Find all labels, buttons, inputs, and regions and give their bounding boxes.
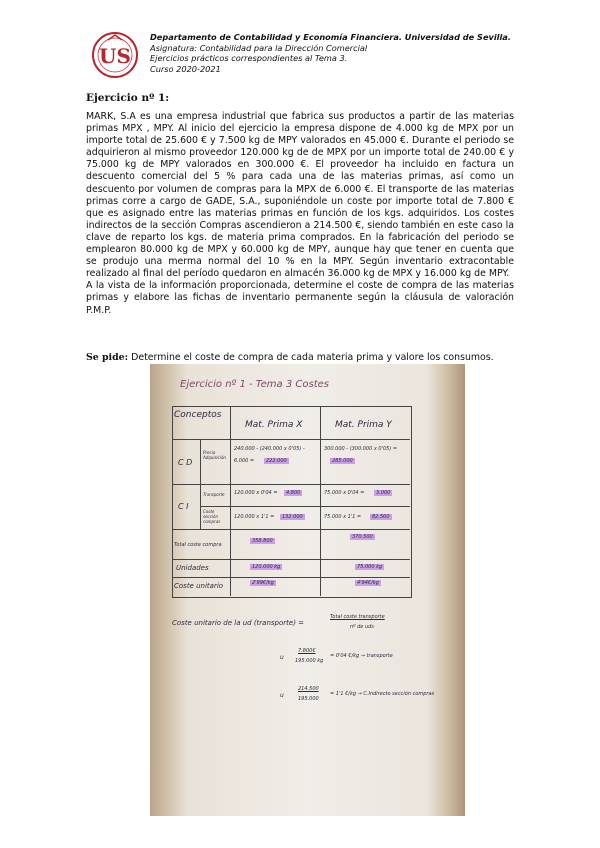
statement-paragraph: MARK, S.A es una empresa industrial que fabrica sus productos a partir de las materias primas MPX , MPY. Al inicio del ejercicio la empresa dispone de 4.000 kg de MPX por un importe total de 25.600 € y 7.500 kg de MPY valorados en 45.000 €. Durante el periodo se adquirieron al mismo proveedor 120.000 kg de de MPX por un importe total de 240.00 € y 75.000 kg de MPY valorados en 300.000 €. El proveedor ha incluido en factura un descuento comercial del 5 % para cada una de las materias primas, así como un descuento por volumen de compras para la MPX de 6.000 €. El transporte de las materias primas corre a cargo de GADE, S.A., suponiéndole un coste por importe total de 7.800 € que es asignado entre las materias primas en función de los kgs. adquiridos. Los costes indirectos de la sección Compras ascendieron a 214.500 €, siendo también en este caso la clave de reparto los kgs. de materia prima comprados. En la fabricación del periodo se emplearon 80.000 kg de MPX y 60.000 kg de MPY, aunque hay que tener en cuenta que se produjo una merma normal del 10 % en la MPY. Según inventario extracontable realizado al final del período quedaron en almacén 36.000 kg de MPX y 16.000 kg de MPY. [86, 111, 514, 280]
hw-row-ci: C I [178, 502, 189, 511]
hw-tr-y-value: 3.000 [376, 490, 391, 496]
divider [172, 577, 410, 578]
hw-col-x: Mat. Prima X [245, 420, 303, 430]
exercises-line: Ejercicios prácticos correspondientes al Tema 3. [150, 53, 348, 63]
hw-total-label: Total coste compra [174, 542, 222, 548]
exercise-statement [86, 111, 514, 317]
hw-cd-y-value: 285.000 [332, 458, 353, 464]
hw-total-y: 370.500 [352, 534, 373, 540]
hw-col-y: Mat. Prima Y [335, 420, 392, 430]
university-seal-logo [86, 30, 144, 82]
hw-col-conceptos: Conceptos [174, 410, 222, 420]
hw-coste-unit-y: 4'94€/kg [357, 580, 379, 586]
hw-coste-seccion-compras: Coste sección compras [203, 509, 221, 524]
se-pide-text: Determine el coste de compra de cada materia prima y valore los consumos. [131, 352, 494, 363]
hw-total-x: 358.800 [252, 538, 273, 544]
divider [200, 506, 410, 507]
hw-formula-lhs: Coste unitario de la ud (transporte) = [172, 619, 305, 627]
hw-f3-result: = 1'1 €/kg → C.Indirecto sección compras [330, 691, 435, 697]
hw-coste-unit-x: 2'99€/kg [252, 580, 274, 586]
statement-paragraph: A la vista de la información proporcionada, determine el coste de compra de las materias primas y elabore las fichas de inventario permanente según la cláusula de valoración P.M.P. [86, 280, 514, 316]
divider [230, 406, 231, 596]
hw-cd-y-calc: 300.000 - (300.000 x 0'05) = [324, 446, 398, 452]
hw-f2-numerator: 7.800€ [298, 648, 316, 654]
hw-tr-y-calc: 75.000 x 0'04 = [324, 490, 365, 496]
hw-cs-x-calc: 120.000 x 1'1 = [234, 514, 275, 520]
course-line: Curso 2020-2021 [150, 63, 221, 74]
hw-unidades-y: 75.000 kg [357, 564, 383, 570]
hw-cd-x-calc2: 6.000 = [234, 458, 255, 464]
hw-coste-unit-label: Coste unitario [174, 582, 224, 590]
exercise-title: Ejercicio nº 1: [86, 92, 170, 104]
svg-text:US: US [99, 44, 131, 68]
hw-unidades-x: 120.000 kg [252, 564, 281, 570]
department-line: Departamento de Contabilidad y Economía Financiera. Universidad de Sevilla. [150, 32, 511, 42]
se-pide-label: Se pide: [86, 352, 129, 363]
divider [172, 406, 173, 596]
hw-cd-x-value: 222.000 [266, 458, 287, 464]
hw-cd-x-calc: 240.000 - (240.000 x 0'05) - [234, 446, 305, 452]
divider [172, 529, 410, 530]
hw-f2-result: = 0'04 €/kg → transporte [330, 653, 393, 659]
hw-f2-denominator: 195.000 kg [295, 658, 324, 664]
hw-cs-x-value: 132.000 [282, 514, 303, 520]
divider [172, 484, 410, 485]
hw-unidades-label: Unidades [176, 564, 209, 572]
hw-f3-denominator: 195.000 [298, 696, 319, 702]
hw-tr-x-calc: 120.000 x 0'04 = [234, 490, 278, 496]
divider [320, 406, 321, 596]
hw-formula-numerator: Total coste transporte [330, 614, 385, 620]
hw-precio-adquisicion: Precio Adquisición [203, 450, 226, 460]
divider [172, 559, 410, 560]
hw-u-label-2: u [280, 692, 284, 699]
hw-row-cd: C D [178, 458, 193, 467]
document-header [150, 32, 511, 74]
hw-cs-y-value: 82.500 [372, 514, 390, 520]
hw-u-label: u [280, 654, 284, 661]
hw-tr-x-value: 4.800 [286, 490, 301, 496]
handwritten-solution-photo [150, 364, 465, 816]
question-line [86, 352, 516, 363]
hw-formula-denominator: nº de uds [350, 624, 374, 630]
hw-cs-y-calc: 75.000 x 1'1 = [324, 514, 362, 520]
hw-f3-numerator: 214.500 [298, 686, 319, 692]
subject-line: Asignatura: Contabilidad para la Dirección Comercial [150, 42, 368, 53]
hw-transporte: Transporte [203, 492, 225, 497]
divider [172, 439, 410, 440]
hw-title: Ejercicio nº 1 - Tema 3 Costes [180, 379, 329, 390]
